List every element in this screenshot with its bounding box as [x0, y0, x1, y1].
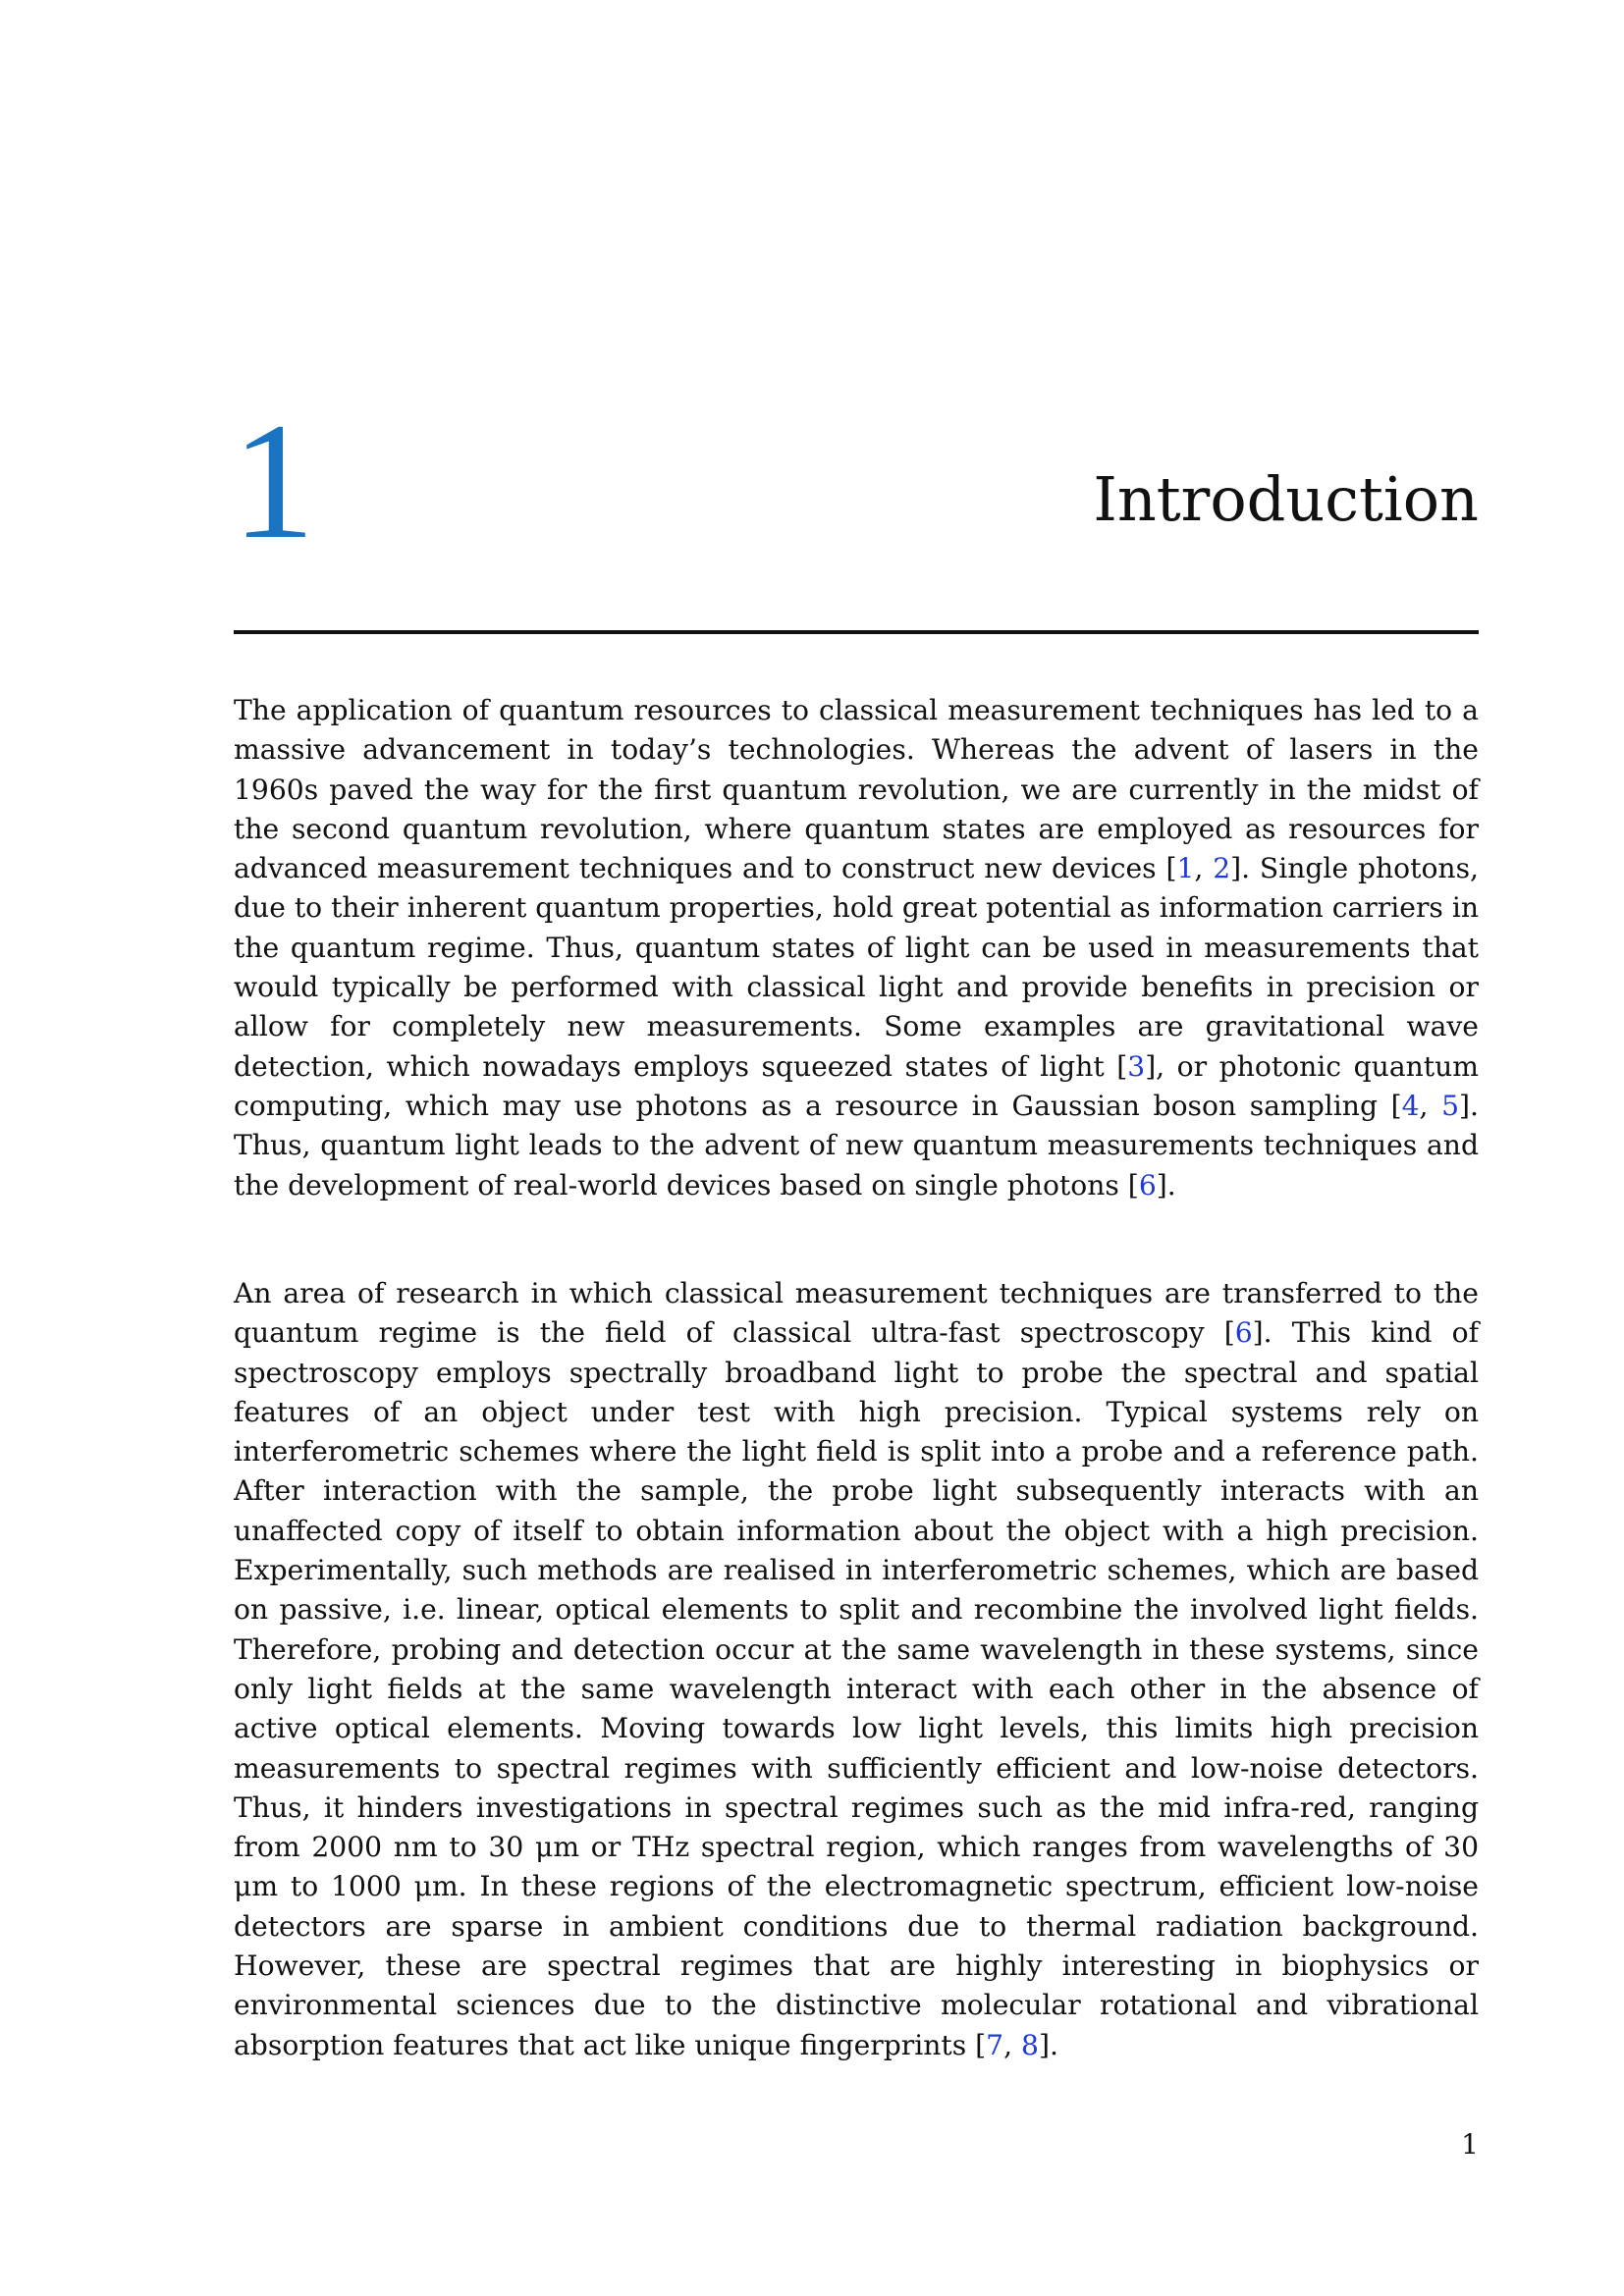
paragraph-1-text: ], or photonic quantum computing, which may use photons as a resource in Gaussian boson sampling [	[234, 1049, 1479, 1122]
citation-link-1[interactable]: 1	[1176, 852, 1195, 885]
paragraph-2-text: ].	[1038, 2028, 1058, 2061]
citation-link-5[interactable]: 5	[1441, 1089, 1460, 1122]
paragraph-1-text: ]. Thus, quantum light leads to the advent of new quantum measurements techniques and the development of real-world devices based on single photons [	[234, 1089, 1480, 1201]
page-number: 1	[1461, 2128, 1479, 2161]
citation-separator: ,	[1194, 852, 1214, 885]
paragraph-1	[234, 691, 1479, 1205]
citation-link-3[interactable]: 3	[1127, 1049, 1146, 1083]
citation-link-7[interactable]: 7	[986, 2028, 1004, 2061]
citation-separator: ,	[1003, 2028, 1022, 2061]
chapter-title: Introduction	[1093, 463, 1479, 535]
paragraph-2-text: An area of research in which classical measurement techniques are transferred to the quantum regime is the field of classical ultra-fast spectroscopy [	[234, 1277, 1479, 1350]
citation-separator: ,	[1419, 1089, 1442, 1122]
citation-link-2[interactable]: 2	[1213, 852, 1231, 885]
title-divider	[234, 630, 1479, 634]
paragraph-2	[234, 1274, 1479, 2065]
citation-link-8[interactable]: 8	[1021, 2028, 1039, 2061]
paragraph-1-text: The application of quantum resources to classical measurement techniques has led to a massive advancement in today’s technologies. Whereas the advent of lasers in the 1960s paved the way for the first quantum revolution, we are currently in the midst of the second quantum revolution, where quantum states are employed as resources for advanced measurement techniques and to construct new devices [	[234, 694, 1479, 885]
citation-link-4[interactable]: 4	[1401, 1089, 1420, 1122]
citation-link-6[interactable]: 6	[1138, 1168, 1157, 1201]
paragraph-1-text: ]. Single photons, due to their inherent quantum properties, hold great potential as information carriers in the quantum regime. Thus, quantum states of light can be used in measurements that would typically be performed with classical light and provide benefits in precision or allow for completely new measurements. Some examples are gravitational wave detection, which nowadays employs squeezed states of light [	[234, 852, 1480, 1083]
paragraph-2-text: ]. This kind of spectroscopy employs spectrally broadband light to probe the spectral and spatial features of an object under test with high precision. Typical systems rely on interferometric schemes where the light field is split into a probe and a reference path. After interaction with the sample, the probe light subsequently interacts with an unaffected copy of itself to obtain information about the object with a high precision. Experimentally, such methods are realised in interferometric schemes, which are based on passive, i.e. linear, optical elements to split and recombine the involved light fields. Therefore, probing and detection occur at the same wavelength in these systems, since only light fields at the same wavelength interact with each other in the absence of active optical elements. Moving towards low light levels, this limits high precision measurements to spectral regimes with sufficiently efficient and low-noise detectors. Thus, it hinders investigations in spectral regimes such as the mid infra-red, ranging from 2000 nm to 30 μm or THz spectral region, which ranges from wavelengths of 30 μm to 1000 μm. In these regions of the electromagnetic spectrum, efficient low-noise detectors are sparse in ambient conditions due to thermal radiation background. However, these are spectral regimes that are highly interesting in biophysics or environmental sciences due to the distinctive molecular rotational and vibrational absorption features that act like unique fingerprints [	[234, 1316, 1479, 2061]
paragraph-1-text: ].	[1156, 1168, 1176, 1201]
citation-link-6[interactable]: 6	[1234, 1316, 1253, 1350]
chapter-number: 1	[232, 389, 315, 573]
